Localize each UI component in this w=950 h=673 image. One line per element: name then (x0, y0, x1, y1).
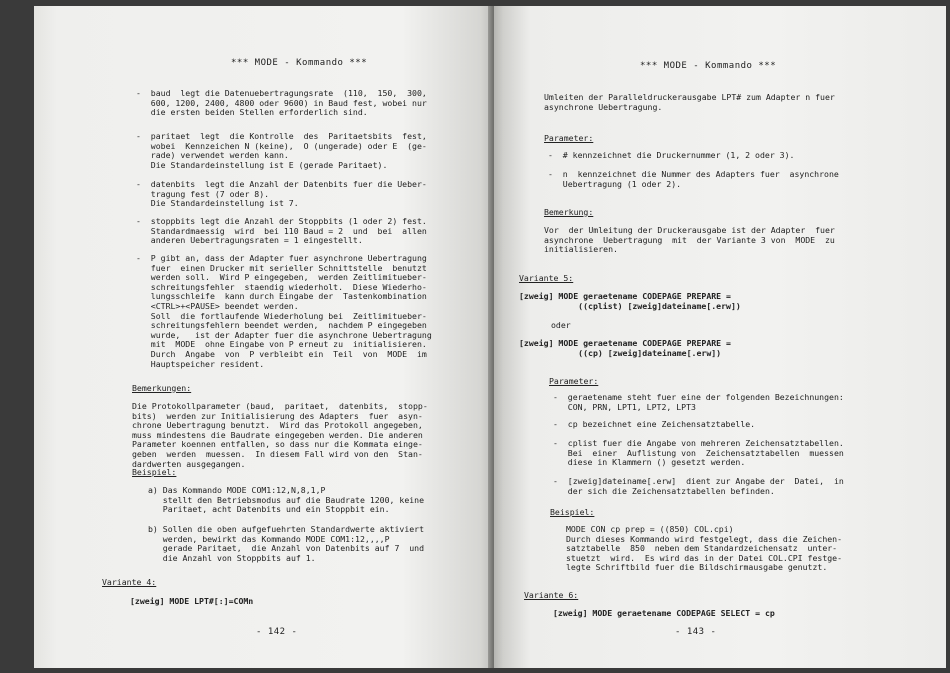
beispiel-heading: Beispiel: (132, 467, 177, 477)
left-page (34, 6, 494, 668)
param-cplist: - cplist fuer die Angabe von mehreren Zeichensatztabellen. Bei einer Auflistung von Zeichensatztabellen muessen diese in Klammern () gesetzt werden. (553, 438, 844, 468)
param-stoppbits: - stoppbits legt die Anzahl der Stoppbits (1 oder 2) fest. Standardmaessig wird bei 110 Baud = 2 und bei allen anderen Uebertragungsraten = 1 eingestellt. (136, 216, 427, 246)
param-datenbits: - datenbits legt die Anzahl der Datenbits fuer die Ueber- tragung fest (7 oder 8). Die Standardeinstellung ist 7. (136, 179, 427, 209)
left-page-number: - 142 - (256, 627, 298, 637)
bemerkung-text: Vor der Umleitung der Druckerausgabe ist der Adapter fuer asynchrone Uebertragung mit der Variante 3 von MODE zu initialisieren. (544, 225, 835, 255)
variante5-heading: Variante 5: (519, 273, 574, 283)
bemerkungen-heading: Bemerkungen: (132, 383, 192, 393)
umleiten-text: Umleiten der Paralleldruckerausgabe LPT# zum Adapter n fuer asynchrone Uebertragung. (544, 92, 835, 112)
param-druckernummer: - # kennzeichnet die Druckernummer (1, 2 oder 3). (548, 150, 795, 160)
variante5-syntax-2: [zweig] MODE geraetename CODEPAGE PREPARE = ((cp) [zweig]dateiname[.erw]) (519, 338, 731, 358)
beispiel-b: b) Sollen die oben aufgefuehrten Standardwerte aktiviert werden, bewirkt das Kommando MODE COM1:12,,,,P gerade Paritaet, die Anzahl von Datenbits auf 7 und die Anzahl von Stoppbits auf 1. (148, 524, 425, 563)
right-page-number: - 143 - (675, 627, 717, 637)
right-page (494, 6, 946, 668)
param-dateiname: - [zweig]dateiname[.erw] dient zur Angabe der Datei, in der sich die Zeichensatztabellen befinden. (553, 476, 844, 496)
variante4-heading: Variante 4: (102, 577, 157, 587)
beispiel-a: a) Das Kommando MODE COM1:12,N,8,1,P stellt den Betriebsmodus auf die Baudrate 1200, keine Paritaet, acht Datenbits und ein Stoppbit ein. (148, 485, 425, 515)
variante4-syntax: [zweig] MODE LPT#[:]=COMn (130, 596, 254, 606)
parameter-heading: Parameter: (544, 133, 594, 143)
param-paritaet: - paritaet legt die Kontrolle des Paritaetsbits fest, wobei Kennzeichen N (keine), O (ungerade) oder E (ge- rade) verwendet werden kann. Die Standardeinstellung ist E (gerade Paritaet). (136, 131, 427, 170)
parameter2-heading: Parameter: (549, 376, 599, 386)
param-adapternummer: - n kennzeichnet die Nummer des Adapters fuer asynchrone Uebertragung (1 oder 2). (548, 169, 839, 189)
beispiel-text-right: MODE CON cp prep = ((850) COL.cpi) Durch dieses Kommando wird festgelegt, dass die Zeichen- satztabelle 850 neben dem Standardzeichensatz unter- stuetzt wird. Es wird das in der Datei COL.CPI festge- legte Schriftbild fuer die Bildschirmausgabe genutzt. (566, 524, 843, 573)
param-baud: - baud legt die Datenuebertragungsrate (110, 150, 300, 600, 1200, 2400, 4800 oder 9600) in Baud fest, wobei nur die ersten beiden Stellen erforderlich sind. (136, 88, 427, 118)
variante5-syntax-1: [zweig] MODE geraetename CODEPAGE PREPARE = ((cplist) [zweig]dateiname[.erw]) (519, 291, 741, 311)
param-geraetename: - geraetename steht fuer eine der folgenden Bezeichnungen: CON, PRN, LPT1, LPT2, LPT3 (553, 392, 844, 412)
oder-text: oder (551, 320, 571, 330)
param-cp: - cp bezeichnet eine Zeichensatztabelle. (553, 419, 756, 429)
variante6-heading: Variante 6: (524, 590, 579, 600)
bemerkungen-text: Die Protokollparameter (baud, paritaet, datenbits, stopp- bits) werden zur Initialisierung des Adapters fuer asyn- chrone Uebertragung benutzt. Wird das Protokoll angegeben, muss mindestens die Baudrate eingegeben werden. Die anderen Parameter koennen entfallen, so dass nur die Kommata einge- geben werden muessen. In diesem Fall wird von den Stan- dardwerten ausgegangen. (132, 401, 428, 469)
variante6-syntax: [zweig] MODE geraetename CODEPAGE SELECT = cp (553, 608, 775, 618)
left-page-header: *** MODE - Kommando *** (231, 58, 368, 68)
param-p: - P gibt an, dass der Adapter fuer asynchrone Uebertragung fuer einen Drucker mit serieller Schnittstelle benutzt werden soll. Wird P eingegeben, werden Zeitlimitueber- schreitungsfehler staendig wiederholt. Diese Wiederho- lungsschleife kann durch Eingabe der Tastenkombination <CTRL>+<PAUSE> beendet werden. Soll die fortlaufende Wiederholung bei Zeitlimitueber- schreitungsfehlern beendet werden, nachdem P eingegeben wurde, ist der Adapter fuer die asynchrone Uebertragung mit MODE ohne Eingabe von P erneut zu initialisieren. Durch Angabe von P verbleibt ein Teil von MODE im Hauptspeicher resident. (136, 253, 432, 369)
right-page-header: *** MODE - Kommando *** (640, 61, 777, 71)
beispiel-heading-right: Beispiel: (550, 507, 595, 517)
bemerkung-heading: Bemerkung: (544, 207, 594, 217)
